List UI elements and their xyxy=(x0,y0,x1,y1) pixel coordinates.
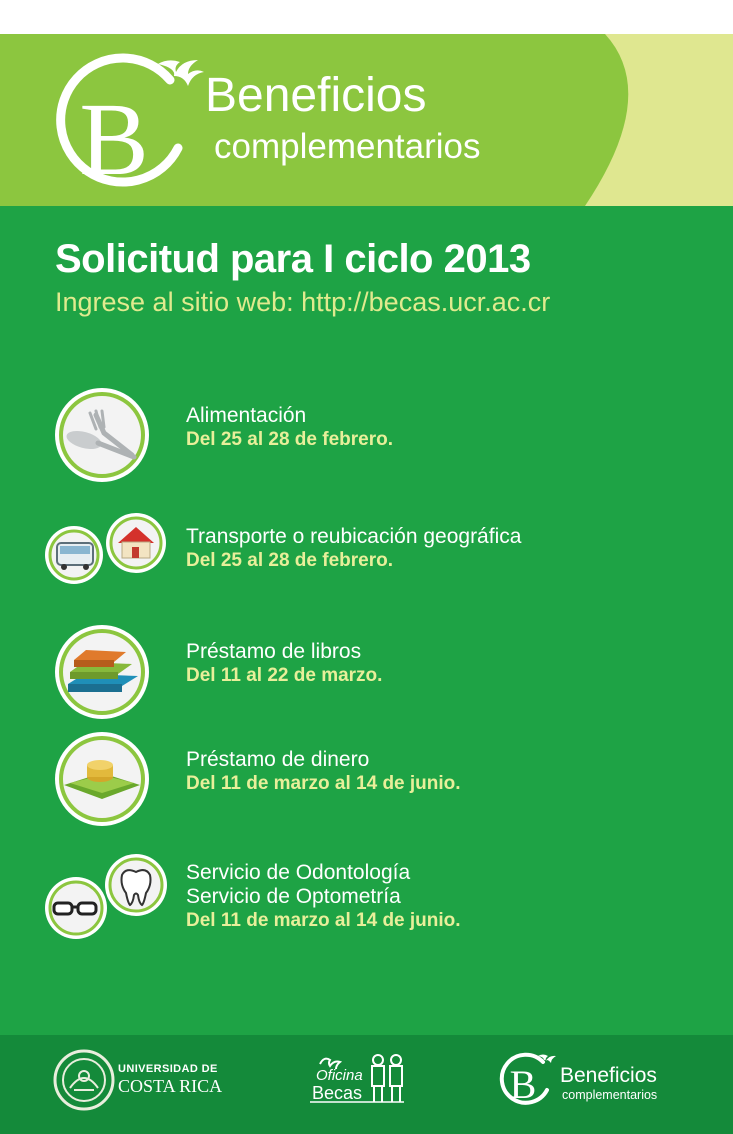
list-item xyxy=(186,525,521,573)
footer-logo-letter: B xyxy=(509,1062,537,1107)
ucr-line-2: COSTA RICA xyxy=(118,1076,223,1096)
item-date: Del 11 al 22 de marzo. xyxy=(186,665,383,686)
books-icon xyxy=(52,622,152,722)
oficina-label: Oficina xyxy=(316,1067,363,1084)
glasses-tooth-icon xyxy=(44,853,168,943)
header-banner xyxy=(0,34,733,206)
brand-logo-letter: B xyxy=(79,82,149,193)
main-panel xyxy=(0,206,733,1035)
ucr-seal-icon xyxy=(52,1048,116,1112)
item-title: Transporte o reubicación geográfica xyxy=(186,525,522,548)
top-margin xyxy=(0,0,733,34)
list-item xyxy=(186,640,382,688)
becas-label: Becas xyxy=(312,1083,363,1103)
list-item xyxy=(186,748,461,796)
money-icon xyxy=(52,729,152,829)
item-title: Servicio de Odontología xyxy=(186,861,411,884)
website-line: Ingrese al sitio web: http://becas.ucr.ac.cr xyxy=(55,287,551,317)
list-item xyxy=(186,404,393,452)
item-date: Del 25 al 28 de febrero. xyxy=(186,550,393,571)
footer-brand-title: Beneficios xyxy=(560,1064,657,1087)
item-title: Alimentación xyxy=(186,404,307,427)
footer-logos xyxy=(0,1035,733,1134)
item-title: Préstamo de libros xyxy=(186,640,362,663)
item-title-2: Servicio de Optometría xyxy=(186,885,401,908)
brand-title: Beneficios xyxy=(205,69,427,122)
item-date: Del 11 de marzo al 14 de junio. xyxy=(186,910,461,931)
footer-brand-subtitle: complementarios xyxy=(562,1088,658,1102)
list-item xyxy=(186,861,461,933)
beneficios-footer-logo-icon xyxy=(498,1050,560,1112)
ucr-logo-text xyxy=(118,1063,222,1096)
bus-house-icon xyxy=(44,511,168,587)
item-date: Del 25 al 28 de febrero. xyxy=(186,429,393,450)
headline: Solicitud para I ciclo 2013 xyxy=(55,237,531,281)
ucr-line-1: UNIVERSIDAD DE xyxy=(118,1063,218,1075)
item-date: Del 11 de marzo al 14 de junio. xyxy=(186,773,461,794)
brand-subtitle: complementarios xyxy=(214,127,481,166)
fork-spoon-icon xyxy=(52,385,152,485)
item-title: Préstamo de dinero xyxy=(186,748,370,771)
brand-logo-icon xyxy=(50,48,215,193)
